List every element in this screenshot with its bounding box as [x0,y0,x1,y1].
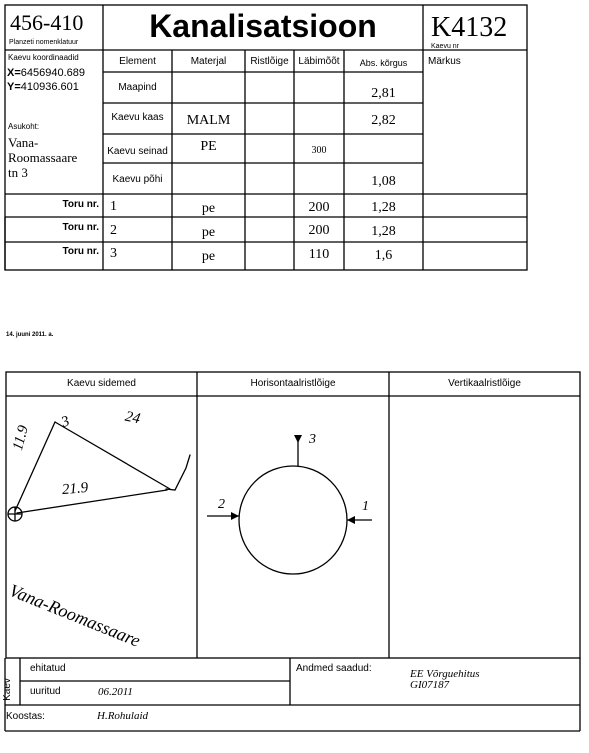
date-note: 14. juuni 2011. a. [6,332,54,338]
row-abs-height: 2,81 [371,86,396,101]
header-material: Materjal [190,56,227,67]
well-number-caption: Kaevu nr [431,43,460,50]
page-title: Kanalisatsioon [149,8,377,44]
header-element: Element [119,56,156,67]
tie-distance-label: 11.9 [10,423,32,453]
pipe-diameter: 110 [308,247,330,262]
pipe-abs-height: 1,28 [371,224,396,239]
header-abs-height: Abs. kõrgus [359,58,408,68]
pipe-label: Toru nr. [62,246,99,257]
street-name: Vana-Roomassaare [6,580,144,651]
compiled-label: Koostas: [6,711,45,722]
coord-x-value: 6456940.689 [20,67,85,79]
data-source-line: GI07187 [410,679,450,691]
pipe-abs-height: 1,28 [371,200,396,215]
section-title-vertical: Vertikaalristlõige [448,378,521,389]
data-source-label: Andmed saadud: [296,663,372,674]
coords-title: Kaevu koordinaadid [8,53,79,62]
pipe-3-label: 3 [309,432,316,447]
row-material: MALM [186,113,231,128]
arrow-right-icon [231,512,239,520]
pipe-label: Toru nr. [62,222,99,233]
section-title-ties: Kaevu sidemed [67,378,136,389]
location-line: tn 3 [8,165,28,180]
pipe-material: pe [201,225,216,240]
pipe-number: 3 [110,246,117,261]
tie-distance-label: 3 [59,413,72,431]
tie-distance-label: 24 [123,408,142,428]
tie-distance-label: 21.9 [61,479,89,499]
pipe-abs-height: 1,6 [374,248,393,263]
data-source-value [410,669,480,691]
coord-y-value: 410936.601 [20,81,79,93]
nomenclature-code: 456-410 [10,10,84,35]
pipe-2-label: 2 [218,497,225,512]
row-abs-height: 1,08 [371,174,396,189]
location-line: Roomassaare [8,150,78,165]
arrow-down-icon [294,435,302,443]
pipe-material: pe [201,249,216,264]
pipe-number: 1 [110,199,117,214]
footer-vertical-label: Kaev [1,678,13,701]
pipe-diameter: 200 [308,223,330,238]
compiled-value: H.Rohulaid [97,710,149,722]
header-cross-section: Ristlõige [250,56,289,67]
header-remarks: Märkus [428,56,461,67]
coord-x-label: X= [7,67,21,79]
pipe-1-label: 1 [362,499,369,514]
pipe-label: Toru nr. [62,199,99,210]
location-label: Asukoht: [8,122,40,131]
pipe-material: pe [201,201,216,216]
data-source-line: EE Võrguehitus [410,668,480,680]
well-circle [239,466,347,574]
row-abs-height: 2,82 [371,113,396,128]
row-element: Kaevu seinad [107,146,168,157]
row-element: Maapind [118,82,157,93]
row-diameter: 300 [311,145,327,156]
coord-y-label: Y= [7,81,21,93]
pipe-diameter: 200 [308,200,330,215]
surveyed-value: 06.2011 [98,686,133,698]
header-diameter: Läbimõõt [298,56,340,67]
arrow-left-icon [347,516,355,524]
location-line: Vana- [8,135,39,150]
well-number: K4132 [431,12,508,43]
section-title-horizontal: Horisontaalristlõige [250,378,336,389]
row-material: PE [200,139,217,154]
row-element: Kaevu kaas [111,112,164,123]
nomenclature-caption: Planzeti nomenklatuur [9,39,79,46]
built-label: ehitatud [30,663,66,674]
row-element: Kaevu põhi [112,174,163,185]
surveyed-label: uuritud [30,686,61,697]
pipe-number: 2 [110,223,117,238]
